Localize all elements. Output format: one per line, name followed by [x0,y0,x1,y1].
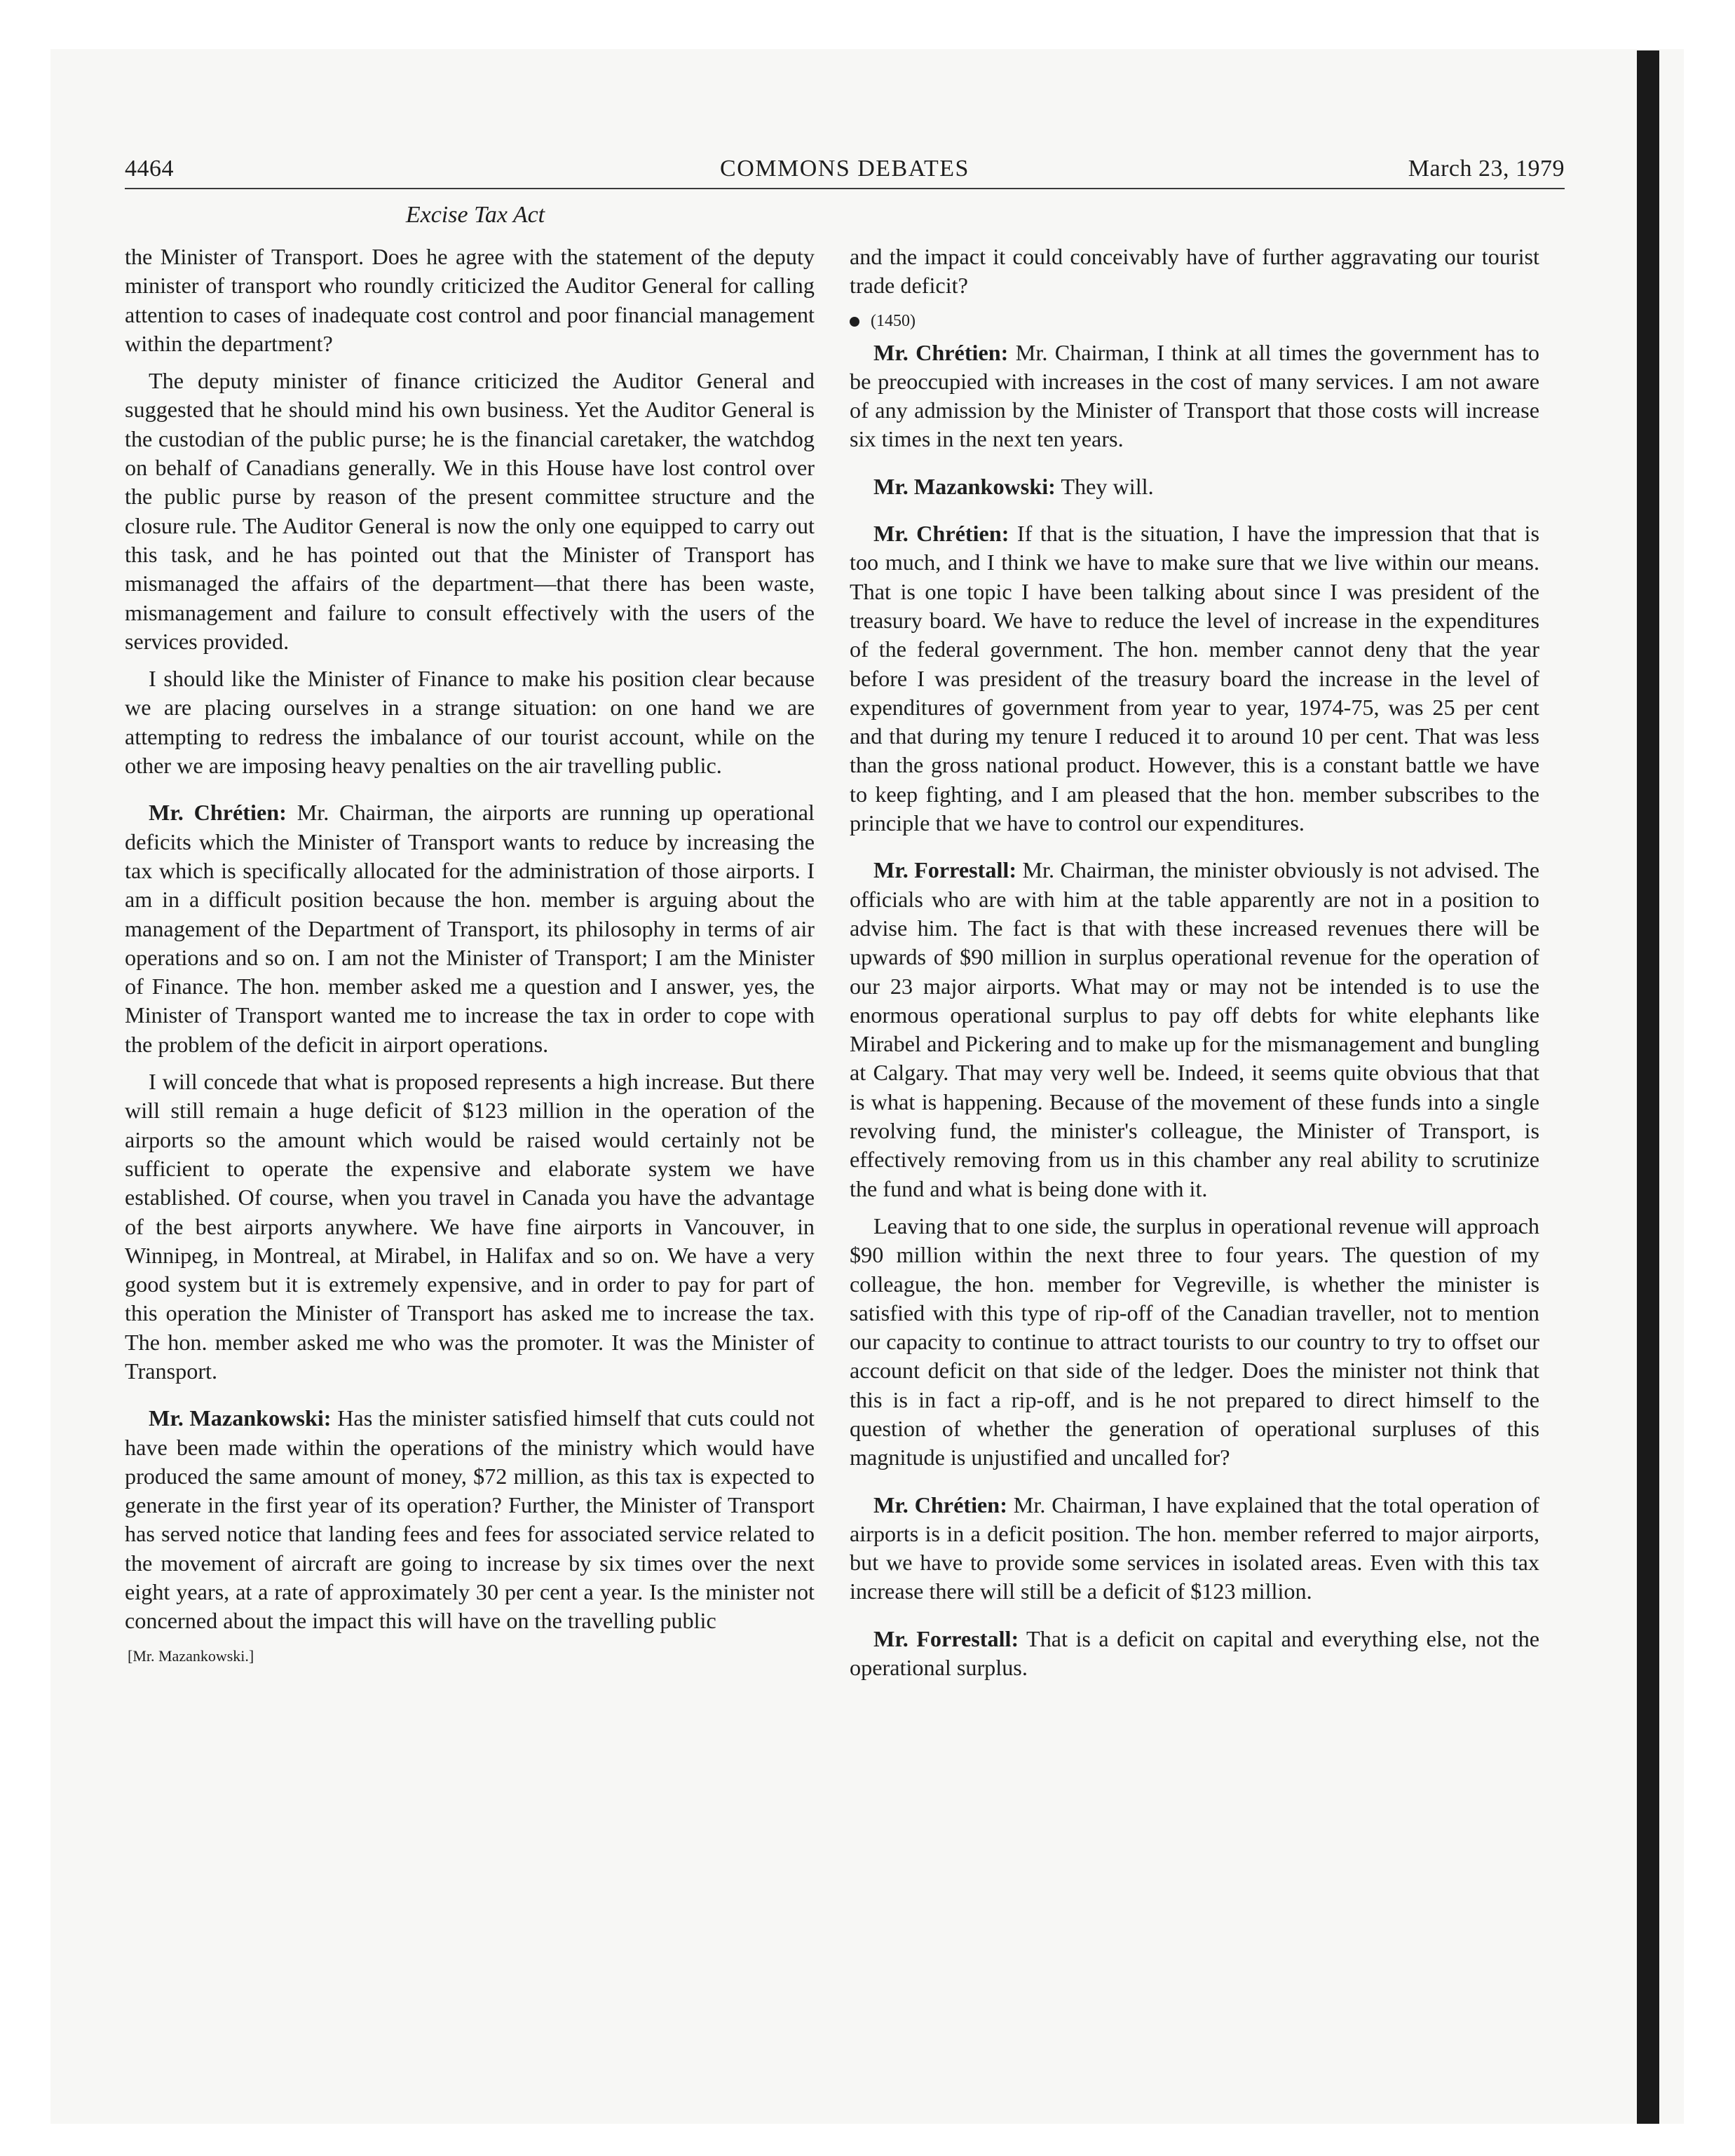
speech-paragraph [125,798,815,1059]
speech-text: Mr. Chairman, the airports are running up operational deficits which the Minister of Transport wants to reduce by increasing the tax which is specifically allocated for the administration of those airports. I am in a difficult position because the hon. member is arguing about the management of the Department of Transport, its philosophy in terms of air operations and so on. I am not the Minister of Transport; I am the Minister of Finance. The hon. member asked me a question and I answer, yes, the Minister of Transport wanted me to increase the tax in order to cope with the problem of the deficit in airport operations. [125,800,815,1057]
paragraph: the Minister of Transport. Does he agree with the statement of the deputy minister of transport who roundly criticized the Auditor General for calling attention to cases of inadequate cost control and poor financial management within the department? [125,244,815,356]
speaker-name: Mr. Forrestall: [873,1625,1019,1651]
speech-text: Has the minister satisfied himself that cuts could not have been made within the operations of the ministry which would have produced the same amount of money, $72 million, as this tax is expected to generate in the first year of its operation? Further, the Minister of Transport has served notice that landing fees and fees for associated service related to the movement of aircraft are going to increase by six times over the next eight years, at a rate of approximately 30 per cent a year. Is the minister not concerned about the impact this will have on the travelling public [125,1405,815,1634]
bullet-icon [850,317,859,327]
publication-date: March 23, 1979 [1408,156,1565,182]
paragraph: Leaving that to one side, the surplus in operational revenue will approach $90 million within the next three to four years. The question of my colleague, the hon. member for Vegreville, is whether the minister is satisfied with this type of rip-off of the Canadian traveller, not to mention our capacity to continue to attract tourists to our country to try to offset our account deficit on that side of the ledger. Does the minister not think that this is in fact a rip-off, and is he not prepared to direct himself to the question of whether the generation of operational surpluses of this magnitude is unjustified and uncalled for? [850,1213,1539,1471]
speech-paragraph [850,856,1539,1203]
speaker-attribution: [Mr. Mazankowski.] [128,1646,254,1665]
header-rule [125,188,1565,189]
speaker-name: Mr. Chrétien: [873,339,1009,365]
paragraph: and the impact it could conceivably have of further aggravating our tourist trade deficit? [850,244,1539,299]
speaker-name: Mr. Chrétien: [873,521,1009,547]
speech-text: They will. [1061,473,1154,499]
scan-shadow-edge [1637,50,1659,2124]
speech-paragraph [125,1404,815,1635]
speech-paragraph [850,519,1539,838]
speech-text: Mr. Chairman, the minister obviously is not advised. The officials who are with him at the table apparently are not in a position to advise him. The fact is that with these increased revenues there will be upwards of $90 million in surplus operational revenue for the operation of our 23 major airports. What may or may not be intended is to use the enormous operational surplus to pay off debts for white elephants like Mirabel and Pickering and to make up for the mismanagement and bungling at Calgary. That may very well be. Indeed, it seems quite obvious that that is what is happening. Because of the movement of these funds into a single revolving fund, the minister's colleague, the Minister of Transport, is effectively removing from us in this chamber any real ability to scrutinize the fund and what is being done with it. [850,857,1539,1201]
speech-text: Mr. Chairman, I have explained that the total operation of airports is in a deficit position. The hon. member referred to major airports, but we have to provide some services in isolated areas. Even with this tax increase there will still be a deficit of $123 million. [850,1492,1540,1604]
speech-text: Mr. Chairman, I think at all times the government has to be preoccupied with increases in the cost of many services. I am not aware of any admission by the Minister of Transport that those costs will increase six times in the next ten years. [850,339,1540,452]
paragraph: The deputy minister of finance criticized the Auditor General and suggested that he should mind his own business. Yet the Auditor General is the custodian of the public purse; he is the financial caretaker, the watchdog on behalf of Canadians generally. We in this House have lost control over the public purse by reason of the present committee structure and the closure rule. The Auditor General is now the only one equipped to carry out this task, and he has pointed out that the Minister of Transport has mismanaged the affairs of the department—that there has been waste, mismanagement and failure to consult effectively with the users of the services provided. [125,368,815,654]
speaker-name: Mr. Chrétien: [149,800,287,826]
speaker-name: Mr. Chrétien: [873,1492,1007,1517]
left-column [125,243,815,1667]
speech-paragraph [850,339,1539,454]
time-marker [850,311,1539,332]
speaker-name: Mr. Forrestall: [873,857,1017,883]
speech-paragraph [850,1491,1539,1606]
section-title: Excise Tax Act [405,202,545,228]
speech-text: If that is the situation, I have the impression that that is too much, and I think we have to make sure that we live within our means. That is one topic I have been talking about since I was president of the treasury board. We have to reduce the level of increase in the expenditures of the federal government. The hon. member cannot deny that the year before I was president of the treasury board the increase in the level of expenditures of government from year to year, 1974-75, was 25 per cent and that during my tenure I reduced it to around 10 per cent. That was less than the gross national product. However, this is a constant battle we have to keep fighting, and I am pleased that the hon. member subscribes to the principle that we have to control our expenditures. [850,521,1539,836]
running-header [125,156,1565,189]
publication-title: COMMONS DEBATES [720,156,969,182]
time-marker-label: (1450) [871,311,916,330]
paragraph: I will concede that what is proposed represents a high increase. But there will still remain a huge deficit of $123 million in the operation of the airports so the amount which would be raised would certainly not be sufficient to operate the expensive and elaborate system we have established. Of course, when you travel in Canada you have the advantage of the best airports anywhere. We have fine airports in Vancouver, in Winnipeg, in Montreal, at Mirabel, in Halifax and so on. We have a very good system but it is extremely expensive, and in order to pay for part of this operation the Minister of Transport has asked me to increase the tax. The hon. member asked me who was the promoter. It was the Minister of Transport. [125,1069,815,1384]
speaker-name: Mr. Mazankowski: [873,473,1056,499]
page-number: 4464 [125,156,174,182]
speech-paragraph [850,1625,1539,1683]
paragraph: I should like the Minister of Finance to make his position clear because we are placing ourselves in a strange situation: on one hand we are attempting to redress the imbalance of our tourist account, while on the other we are imposing heavy penalties on the air travelling public. [125,666,815,779]
speech-paragraph [850,472,1539,501]
right-column [850,243,1539,1682]
speaker-name: Mr. Mazankowski: [149,1405,332,1431]
speech-text: That is a deficit on capital and everything else, not the operational surplus. [850,1625,1539,1681]
